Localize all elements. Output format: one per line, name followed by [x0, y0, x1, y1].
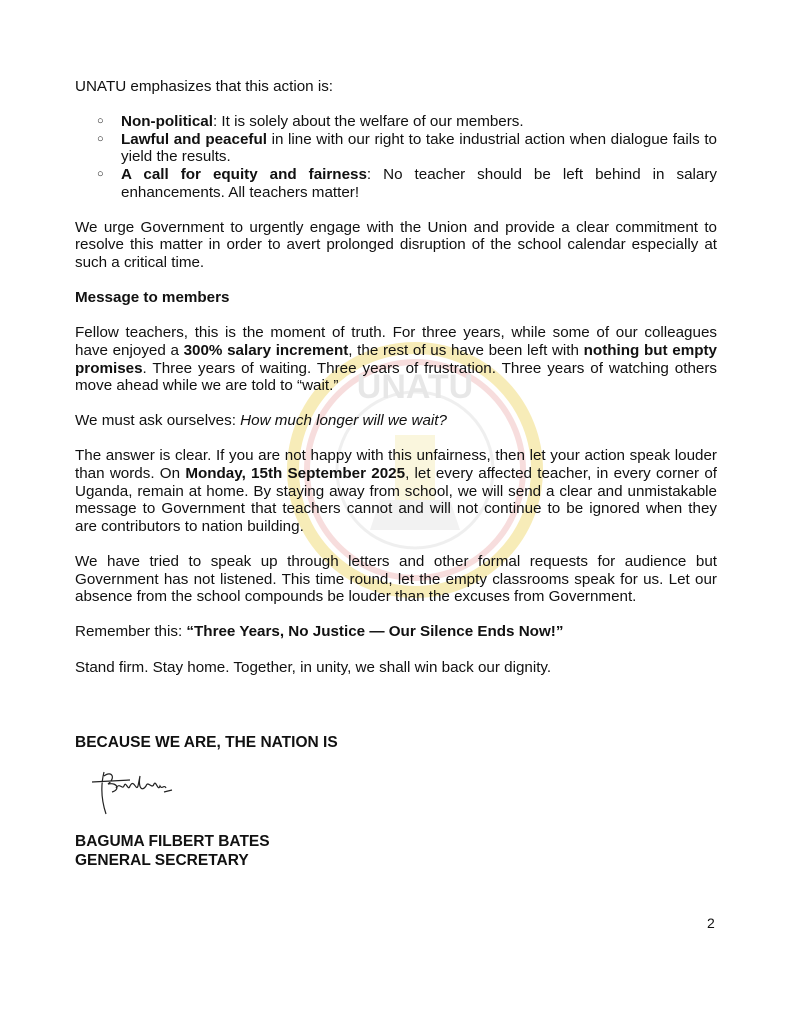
- list-item: [75, 131, 717, 166]
- paragraph-call-to-action: The answer is clear. If you are not happy with this unfairness, then let your action speak louder than words. On Monday, 15th September 2025, let every affected teacher, in every corner of Uganda, remain at home. By staying away from school, we will send a clear and unmistakable message to Government that teachers cannot and will not continue to be ignored when they are contributors to nation building.: [75, 447, 717, 535]
- urge-paragraph: We urge Government to urgently engage with the Union and provide a clear commitment to resolve this matter in order to avert prolonged disruption of the school calendar especially at such a critical time.: [75, 218, 717, 271]
- bullet-icon: ○: [97, 115, 104, 128]
- signatory-name: BAGUMA FILBERT BATES: [75, 833, 270, 850]
- closing-motto: BECAUSE WE ARE, THE NATION IS: [75, 734, 338, 751]
- section-heading: Message to members: [75, 289, 230, 307]
- intro-text: UNATU emphasizes that this action is:: [75, 78, 334, 95]
- bullet-text: in line with our right to take industrial action when dialogue fails to yield the results.: [121, 130, 717, 166]
- bullet-term: A call for equity and fairness: [121, 165, 367, 183]
- bullet-text: : It is solely about the welfare of our members.: [212, 113, 524, 131]
- signatory-title: GENERAL SECRETARY: [75, 852, 249, 869]
- paragraph-stand-firm: Stand firm. Stay home. Together, in unity, we shall win back our dignity.: [75, 658, 552, 676]
- bullet-term: Lawful and peaceful: [121, 130, 267, 148]
- list-item: [75, 113, 717, 131]
- paragraph-moment-of-truth: Fellow teachers, this is the moment of truth. For three years, while some of our colleagues have enjoyed a 300% salary increment, the rest of us have been left with nothing but empty promises. Three years of waiting. Three years of frustration. Three years of watching others move ahead while we are told to “wait.”: [75, 324, 717, 395]
- letter-body: [75, 78, 717, 676]
- paragraph-question: We must ask ourselves: How much longer will we wait?: [75, 412, 447, 430]
- signatory-block: [75, 832, 270, 870]
- action-characteristics-list: [75, 113, 717, 201]
- bullet-icon: ○: [97, 167, 104, 180]
- paragraph-tried-to-speak: We have tried to speak up through letters and other formal requests for audience but Government has not listened. This time round, let the empty classrooms speak for us. Let our absence from the school compounds be louder than the excuses from Government.: [75, 553, 717, 606]
- bullet-icon: ○: [97, 132, 104, 145]
- list-item: [75, 166, 717, 201]
- seal-lettering: UNATU: [356, 368, 474, 406]
- bullet-term: Non-political: [121, 113, 213, 131]
- paragraph-remember: Remember this: “Three Years, No Justice — Our Silence Ends Now!”: [75, 623, 564, 641]
- bullet-text: : No teacher should be left behind in salary enhancements. All teachers matter!: [121, 165, 717, 201]
- page-number: 2: [707, 915, 715, 931]
- handwritten-signature: [90, 768, 180, 816]
